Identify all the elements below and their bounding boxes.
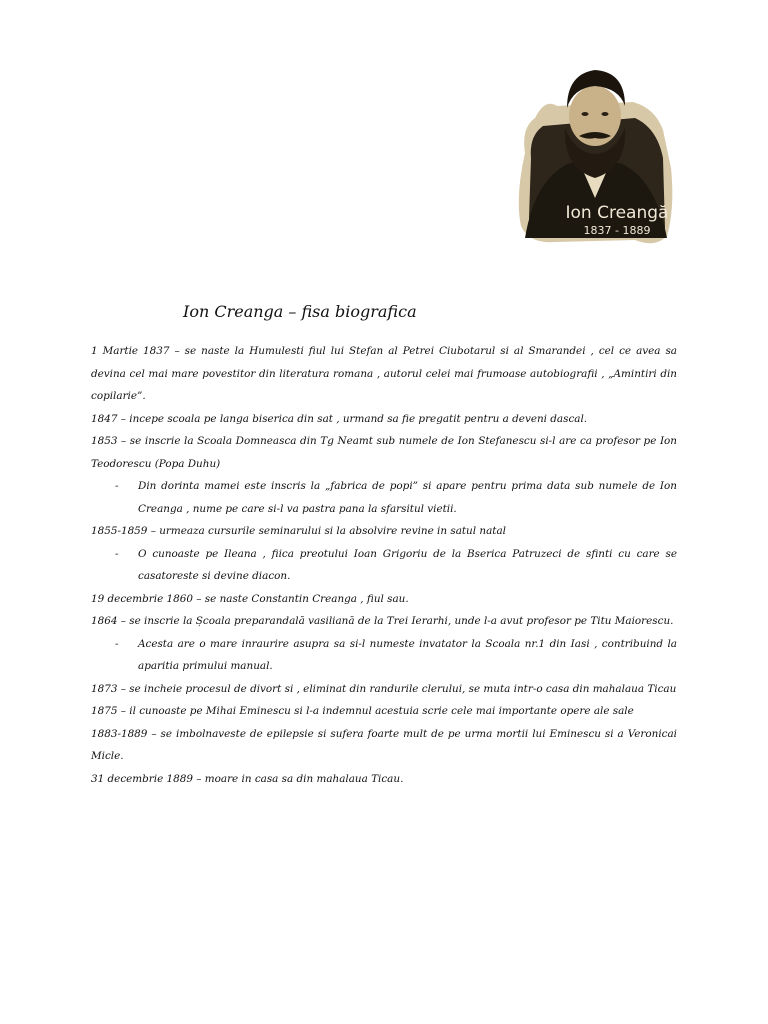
bio-list-text: O cunoaste pe Ileana , fiica preotului Ioan Grigoriu de la Bserica Patruzeci de sfinti cu care se casatoreste si devine diacon. (138, 547, 677, 582)
bio-entry: 1864 – se inscrie la Școala preparandală vasiliană de la Trei Ierarhi, unde l-a avut profesor pe Titu Maiorescu. (91, 615, 674, 627)
bio-list-text: Acesta are o mare inraurire asupra sa si-l numeste invatator la Scoala nr.1 din Iasi , contribuind la aparitia primului manual. (138, 637, 677, 672)
bio-list-text: Din dorinta mamei este inscris la „fabrica de popi” si apare pentru prima data sub numele de Ion Creanga , nume pe care si-l va pastra pana la sfarsitul vietii. (138, 480, 677, 515)
bio-entry: 19 decembrie 1860 – se naste Constantin Creanga , fiul sau. (91, 592, 409, 605)
bio-entry: 1 Martie 1837 – se naste la Humulesti fiul lui Stefan al Petrei Ciubotarul si al Smarandei , cel ce avea sa devina cel mai mare povestitor din literatura romana , autorul celei mai frumoase autobiografii , „Amintiri din copilarie”. (91, 345, 677, 402)
portrait-name: Ion Creangă (565, 203, 669, 223)
bullet-dash: - (115, 480, 119, 492)
bio-list-item (91, 475, 677, 520)
bio-list-item (91, 633, 677, 678)
bio-entry: 1855-1859 – urmeaza cursurile seminarului si la absolvire revine in satul natal (91, 525, 506, 537)
bio-entry: 1847 – incepe scoala pe langa biserica din sat , urmand sa fie pregatit pentru a deveni dascal. (91, 412, 588, 425)
bio-entry: 1875 – il cunoaste pe Mihai Eminescu si l-a indemnul acestuia scrie cele mai importante opere ale sale (91, 705, 634, 717)
bio-entry: 31 decembrie 1889 – moare in casa sa din mahalaua Ticau. (91, 772, 404, 785)
bio-list-item (91, 543, 677, 588)
document-title: Ion Creanga – fisa biografica (183, 302, 417, 321)
bullet-dash: - (115, 547, 119, 560)
portrait-years: 1837 - 1889 (583, 224, 651, 237)
portrait-image (515, 58, 675, 256)
bio-entry: 1883-1889 – se imbolnaveste de epilepsie si sufera foarte mult de pe urma mortii lui Eminescu si a Veronicai Micle. (91, 727, 677, 762)
bio-entry: 1853 – se inscrie la Scoala Domneasca din Tg Neamt sub numele de Ion Stefanescu si-l are ca profesor pe Ion Teodorescu (Popa Duhu) (91, 435, 677, 470)
bullet-dash: - (115, 637, 119, 650)
bio-entry: 1873 – se incheie procesul de divort si , eliminat din randurile clerului, se muta intr-o casa din mahalaua Ticau (91, 682, 677, 695)
biography-text (91, 340, 677, 790)
